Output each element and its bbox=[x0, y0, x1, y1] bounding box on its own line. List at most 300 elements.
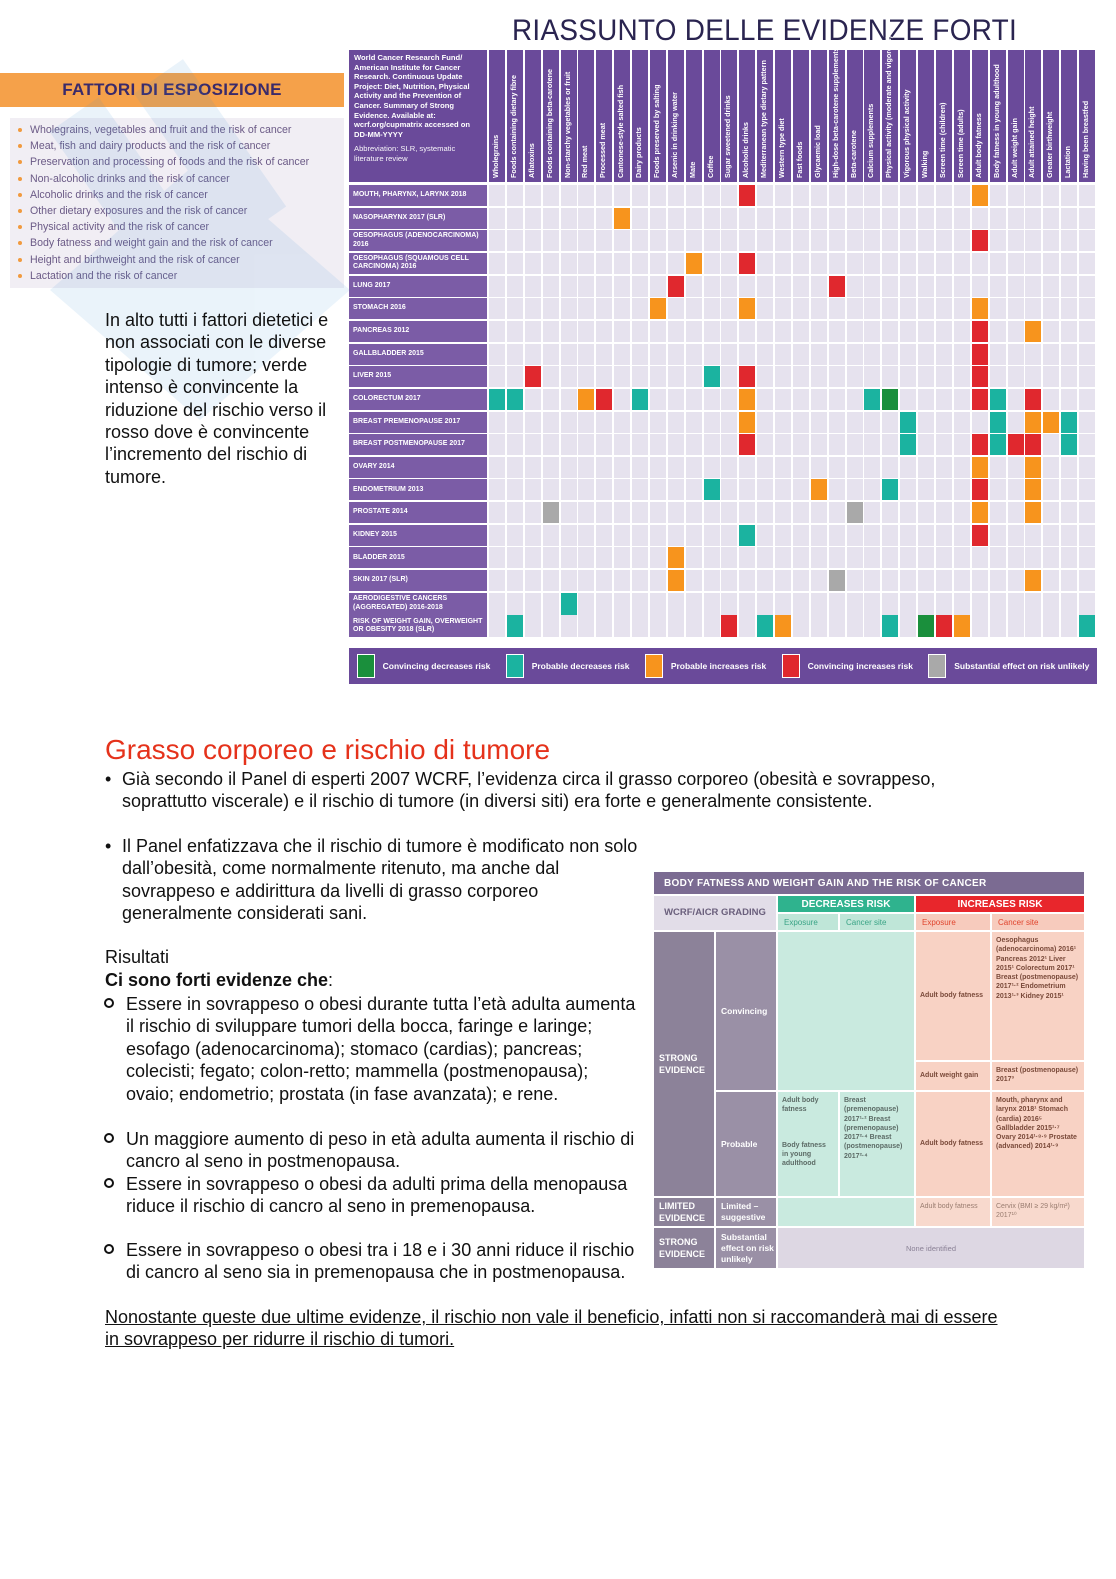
matrix-empty-cell bbox=[811, 230, 827, 251]
matrix-column-label: Alcoholic drinks bbox=[741, 122, 751, 178]
section-title: Grasso corporeo e rischio di tumore bbox=[105, 734, 551, 765]
matrix-empty-cell bbox=[507, 208, 523, 229]
matrix-evidence-cell bbox=[1061, 412, 1077, 433]
matrix-empty-cell bbox=[1079, 366, 1095, 387]
matrix-empty-cell bbox=[632, 593, 648, 615]
matrix-empty-cell bbox=[686, 547, 702, 568]
matrix-row-label: OVARY 2014 bbox=[349, 457, 487, 478]
matrix-empty-cell bbox=[1079, 434, 1095, 455]
matrix-empty-cell bbox=[650, 253, 666, 274]
matrix-empty-cell bbox=[793, 208, 809, 229]
matrix-empty-cell bbox=[739, 208, 755, 229]
matrix-empty-cell bbox=[525, 593, 541, 615]
matrix-empty-cell bbox=[632, 344, 648, 365]
matrix-empty-cell bbox=[1043, 253, 1059, 274]
matrix-empty-cell bbox=[793, 502, 809, 523]
limited-suggestive-label: Limited – suggestive bbox=[716, 1198, 776, 1226]
matrix-empty-cell bbox=[1043, 389, 1059, 410]
matrix-empty-cell bbox=[543, 434, 559, 455]
matrix-empty-cell bbox=[704, 570, 720, 591]
evidence-item bbox=[126, 1239, 636, 1284]
matrix-empty-cell bbox=[1079, 230, 1095, 251]
matrix-empty-cell bbox=[632, 230, 648, 251]
matrix-column-label: Arsenic in drinking water bbox=[669, 92, 679, 178]
matrix-empty-cell bbox=[489, 298, 505, 319]
matrix-column-header bbox=[793, 50, 809, 182]
matrix-evidence-cell bbox=[829, 276, 845, 297]
matrix-empty-cell bbox=[578, 502, 594, 523]
matrix-evidence-cell bbox=[739, 366, 755, 387]
matrix-empty-cell bbox=[650, 615, 666, 637]
matrix-empty-cell bbox=[1008, 344, 1024, 365]
matrix-column-label: High-dose beta-carotene supplements bbox=[830, 47, 840, 178]
evidence-matrix bbox=[349, 35, 1097, 684]
matrix-empty-cell bbox=[829, 615, 845, 637]
matrix-empty-cell bbox=[936, 185, 952, 206]
evidence-text: Essere in sovrappeso o obesi da adulti prima della menopausa riduce il rischio di cancro al seno in premenopausa. bbox=[126, 1174, 628, 1217]
matrix-empty-cell bbox=[543, 412, 559, 433]
convincing-label: Convincing bbox=[716, 932, 776, 1090]
matrix-evidence-cell bbox=[757, 615, 773, 637]
matrix-empty-cell bbox=[882, 412, 898, 433]
dec-exposure-header: Exposure bbox=[778, 914, 838, 930]
matrix-empty-cell bbox=[775, 321, 791, 342]
matrix-empty-cell bbox=[882, 547, 898, 568]
matrix-empty-cell bbox=[507, 593, 523, 615]
matrix-empty-cell bbox=[1025, 208, 1041, 229]
matrix-empty-cell bbox=[721, 208, 737, 229]
matrix-column-header bbox=[757, 50, 773, 182]
matrix-empty-cell bbox=[596, 479, 612, 500]
matrix-empty-cell bbox=[1079, 412, 1095, 433]
matrix-legend bbox=[349, 648, 1097, 684]
matrix-empty-cell bbox=[561, 457, 577, 478]
matrix-empty-cell bbox=[1025, 547, 1041, 568]
matrix-empty-cell bbox=[614, 389, 630, 410]
matrix-empty-cell bbox=[525, 525, 541, 546]
matrix-empty-cell bbox=[811, 547, 827, 568]
matrix-empty-cell bbox=[632, 570, 648, 591]
matrix-evidence-cell bbox=[668, 570, 684, 591]
factor-item: Meat, fish and dairy products and the risk of cancer bbox=[10, 138, 344, 154]
matrix-empty-cell bbox=[668, 389, 684, 410]
matrix-empty-cell bbox=[1061, 185, 1077, 206]
matrix-empty-cell bbox=[1008, 389, 1024, 410]
matrix-empty-cell bbox=[757, 366, 773, 387]
evidence-text: Essere in sovrappeso o obesi tra i 18 e i 30 anni riduce il rischio di cancro al seno sia in premenopausa che in postmenopausa. bbox=[126, 1240, 635, 1283]
matrix-empty-cell bbox=[507, 570, 523, 591]
matrix-empty-cell bbox=[847, 389, 863, 410]
matrix-empty-cell bbox=[704, 253, 720, 274]
matrix-empty-cell bbox=[614, 502, 630, 523]
matrix-empty-cell bbox=[596, 321, 612, 342]
matrix-empty-cell bbox=[757, 479, 773, 500]
factor-item: Alcoholic drinks and the risk of cancer bbox=[10, 187, 344, 203]
matrix-empty-cell bbox=[972, 253, 988, 274]
matrix-empty-cell bbox=[936, 298, 952, 319]
circle-bullet-icon bbox=[104, 1244, 114, 1254]
matrix-empty-cell bbox=[900, 276, 916, 297]
legend-swatch bbox=[357, 654, 375, 678]
matrix-evidence-cell bbox=[972, 298, 988, 319]
matrix-empty-cell bbox=[882, 321, 898, 342]
matrix-empty-cell bbox=[1079, 502, 1095, 523]
matrix-empty-cell bbox=[525, 230, 541, 251]
matrix-empty-cell bbox=[668, 615, 684, 637]
matrix-empty-cell bbox=[1008, 276, 1024, 297]
matrix-empty-cell bbox=[972, 276, 988, 297]
matrix-empty-cell bbox=[721, 253, 737, 274]
matrix-empty-cell bbox=[489, 412, 505, 433]
matrix-empty-cell bbox=[1043, 570, 1059, 591]
matrix-empty-cell bbox=[757, 344, 773, 365]
matrix-empty-cell bbox=[578, 434, 594, 455]
matrix-empty-cell bbox=[936, 389, 952, 410]
matrix-empty-cell bbox=[489, 276, 505, 297]
factor-item: Physical activity and the risk of cancer bbox=[10, 219, 344, 235]
matrix-source-text: World Cancer Research Fund/ American Institute for Cancer Research. Continuous Update Project: Diet, Nutrition, Physical Activity and the Prevention of Cancer. Summary of Strong Evidence. Available at: wcrf.org/cupmatrix accessed on DD-MM-YYYY bbox=[354, 53, 471, 139]
matrix-column-header bbox=[936, 50, 952, 182]
matrix-empty-cell bbox=[614, 547, 630, 568]
matrix-empty-cell bbox=[811, 321, 827, 342]
matrix-column-label: Processed meat bbox=[598, 122, 608, 178]
matrix-empty-cell bbox=[793, 344, 809, 365]
prob-inc-sites: Mouth, pharynx and larynx 2018¹ Stomach (cardia) 2016⁵ Gallbladder 2015¹·⁷ Ovary 2014¹·⁸·⁹ Prostate (advanced) 2014¹·⁹ bbox=[992, 1092, 1084, 1196]
matrix-empty-cell bbox=[864, 525, 880, 546]
matrix-empty-cell bbox=[1043, 593, 1059, 615]
matrix-empty-cell bbox=[507, 230, 523, 251]
matrix-empty-cell bbox=[936, 434, 952, 455]
matrix-evidence-cell bbox=[900, 434, 916, 455]
matrix-empty-cell bbox=[954, 479, 970, 500]
matrix-empty-cell bbox=[543, 344, 559, 365]
matrix-column-header bbox=[632, 50, 648, 182]
matrix-empty-cell bbox=[1008, 570, 1024, 591]
matrix-row-label: LUNG 2017 bbox=[349, 276, 487, 297]
matrix-empty-cell bbox=[882, 593, 898, 615]
matrix-empty-cell bbox=[829, 344, 845, 365]
matrix-evidence-cell bbox=[739, 298, 755, 319]
matrix-empty-cell bbox=[704, 185, 720, 206]
matrix-empty-cell bbox=[918, 412, 934, 433]
matrix-empty-cell bbox=[561, 502, 577, 523]
matrix-evidence-cell bbox=[1025, 434, 1041, 455]
matrix-column-label: Foods containing dietary fibre bbox=[508, 74, 518, 178]
matrix-empty-cell bbox=[596, 344, 612, 365]
matrix-row-label: PROSTATE 2014 bbox=[349, 502, 487, 523]
matrix-empty-cell bbox=[864, 208, 880, 229]
matrix-evidence-cell bbox=[578, 389, 594, 410]
matrix-row-label: COLORECTUM 2017 bbox=[349, 389, 487, 410]
matrix-evidence-cell bbox=[900, 412, 916, 433]
matrix-empty-cell bbox=[775, 230, 791, 251]
matrix-empty-cell bbox=[721, 321, 737, 342]
matrix-column-label: Adult body fatness bbox=[973, 113, 983, 178]
matrix-empty-cell bbox=[686, 230, 702, 251]
matrix-empty-cell bbox=[650, 547, 666, 568]
matrix-column-header bbox=[1008, 50, 1024, 182]
matrix-empty-cell bbox=[578, 525, 594, 546]
matrix-empty-cell bbox=[704, 276, 720, 297]
matrix-empty-cell bbox=[578, 593, 594, 615]
matrix-empty-cell bbox=[864, 344, 880, 365]
bf-grading-header: WCRF/AICR GRADING bbox=[654, 896, 776, 930]
matrix-column-label: Vigorous physical activity bbox=[902, 89, 912, 178]
prob-dec-exposure bbox=[778, 1092, 838, 1196]
legend-item bbox=[357, 654, 491, 678]
matrix-column-header bbox=[775, 50, 791, 182]
bullet-text: Il Panel enfatizzava che il rischio di tumore è modificato non solo dall’obesità, come normalmente ritenuto, ma anche dal sovrappeso e addirittura da livelli di grasso corporeo generalmente considerati sani. bbox=[122, 836, 638, 924]
matrix-empty-cell bbox=[847, 253, 863, 274]
matrix-evidence-cell bbox=[1043, 412, 1059, 433]
matrix-empty-cell bbox=[489, 185, 505, 206]
matrix-evidence-cell bbox=[954, 615, 970, 637]
matrix-empty-cell bbox=[596, 298, 612, 319]
matrix-empty-cell bbox=[668, 412, 684, 433]
matrix-empty-cell bbox=[543, 547, 559, 568]
matrix-empty-cell bbox=[972, 208, 988, 229]
matrix-empty-cell bbox=[900, 208, 916, 229]
matrix-empty-cell bbox=[900, 253, 916, 274]
matrix-empty-cell bbox=[525, 615, 541, 637]
matrix-empty-cell bbox=[650, 525, 666, 546]
matrix-row-label: NASOPHARYNX 2017 (SLR) bbox=[349, 208, 487, 229]
bullet-dot: • bbox=[105, 769, 112, 789]
matrix-empty-cell bbox=[990, 185, 1006, 206]
matrix-empty-cell bbox=[525, 208, 541, 229]
matrix-empty-cell bbox=[578, 208, 594, 229]
matrix-empty-cell bbox=[668, 502, 684, 523]
matrix-column-header bbox=[543, 50, 559, 182]
matrix-empty-cell bbox=[918, 525, 934, 546]
matrix-empty-cell bbox=[650, 208, 666, 229]
matrix-empty-cell bbox=[704, 457, 720, 478]
matrix-evidence-cell bbox=[614, 208, 630, 229]
legend-item bbox=[506, 654, 630, 678]
evidence-item bbox=[126, 1128, 636, 1173]
matrix-empty-cell bbox=[936, 525, 952, 546]
matrix-empty-cell bbox=[596, 547, 612, 568]
matrix-empty-cell bbox=[739, 547, 755, 568]
conv-inc-exposure-1: Adult body fatness bbox=[916, 932, 990, 1060]
limited-inc-sites: Cervix (BMI ≥ 29 kg/m²) 2017¹⁰ bbox=[992, 1198, 1084, 1226]
matrix-empty-cell bbox=[882, 570, 898, 591]
matrix-empty-cell bbox=[650, 479, 666, 500]
matrix-empty-cell bbox=[578, 570, 594, 591]
matrix-empty-cell bbox=[847, 276, 863, 297]
conv-inc-exposure-2: Adult weight gain bbox=[916, 1062, 990, 1090]
matrix-empty-cell bbox=[721, 366, 737, 387]
matrix-empty-cell bbox=[543, 208, 559, 229]
matrix-empty-cell bbox=[704, 434, 720, 455]
matrix-empty-cell bbox=[686, 479, 702, 500]
matrix-evidence-cell bbox=[811, 479, 827, 500]
matrix-empty-cell bbox=[1008, 321, 1024, 342]
matrix-empty-cell bbox=[936, 366, 952, 387]
matrix-column-header bbox=[668, 50, 684, 182]
matrix-column-label: Screen time (adults) bbox=[955, 109, 965, 178]
matrix-empty-cell bbox=[686, 298, 702, 319]
matrix-empty-cell bbox=[596, 593, 612, 615]
matrix-evidence-cell bbox=[704, 366, 720, 387]
matrix-empty-cell bbox=[829, 525, 845, 546]
matrix-empty-cell bbox=[704, 298, 720, 319]
matrix-empty-cell bbox=[829, 208, 845, 229]
matrix-empty-cell bbox=[847, 208, 863, 229]
matrix-empty-cell bbox=[918, 593, 934, 615]
matrix-empty-cell bbox=[489, 615, 505, 637]
matrix-column-header bbox=[1061, 50, 1077, 182]
matrix-empty-cell bbox=[936, 547, 952, 568]
matrix-column-label: Calcium supplements bbox=[866, 103, 876, 178]
matrix-empty-cell bbox=[596, 366, 612, 387]
matrix-empty-cell bbox=[561, 276, 577, 297]
matrix-empty-cell bbox=[793, 366, 809, 387]
bullet-text: Già secondo il Panel di esperti 2007 WCRF, l’evidenza circa il grasso corporeo (obesità e sovrappeso, soprattutto viscerale) e il rischio di tumore (in diversi siti) era forte e generalmente consistente. bbox=[122, 769, 936, 812]
matrix-empty-cell bbox=[793, 412, 809, 433]
legend-item bbox=[928, 654, 1089, 678]
matrix-empty-cell bbox=[507, 344, 523, 365]
matrix-empty-cell bbox=[990, 525, 1006, 546]
matrix-empty-cell bbox=[918, 344, 934, 365]
matrix-empty-cell bbox=[721, 457, 737, 478]
matrix-source-info bbox=[349, 50, 487, 182]
matrix-empty-cell bbox=[829, 457, 845, 478]
matrix-empty-cell bbox=[954, 321, 970, 342]
matrix-empty-cell bbox=[721, 570, 737, 591]
matrix-empty-cell bbox=[614, 321, 630, 342]
matrix-empty-cell bbox=[668, 457, 684, 478]
matrix-empty-cell bbox=[614, 479, 630, 500]
matrix-empty-cell bbox=[668, 208, 684, 229]
matrix-empty-cell bbox=[507, 525, 523, 546]
matrix-empty-cell bbox=[1079, 208, 1095, 229]
matrix-empty-cell bbox=[918, 502, 934, 523]
matrix-empty-cell bbox=[775, 208, 791, 229]
prob-dec-exposure-2: Body fatness in young adulthood bbox=[782, 1141, 826, 1168]
matrix-empty-cell bbox=[775, 502, 791, 523]
matrix-empty-cell bbox=[650, 570, 666, 591]
factor-item: Non-alcoholic drinks and the risk of cancer bbox=[10, 171, 344, 187]
matrix-evidence-cell bbox=[1025, 389, 1041, 410]
matrix-empty-cell bbox=[900, 389, 916, 410]
matrix-empty-cell bbox=[954, 593, 970, 615]
matrix-evidence-cell bbox=[543, 502, 559, 523]
matrix-empty-cell bbox=[793, 276, 809, 297]
matrix-empty-cell bbox=[811, 253, 827, 274]
matrix-empty-cell bbox=[561, 479, 577, 500]
matrix-empty-cell bbox=[525, 479, 541, 500]
matrix-empty-cell bbox=[864, 412, 880, 433]
matrix-empty-cell bbox=[543, 479, 559, 500]
matrix-empty-cell bbox=[614, 366, 630, 387]
matrix-column-label: Beta-carotene bbox=[848, 130, 858, 178]
matrix-column-label: Western type diet bbox=[777, 118, 787, 178]
legend-label: Probable increases risk bbox=[670, 661, 767, 671]
factors-header: FATTORI DI ESPOSIZIONE bbox=[0, 73, 344, 107]
matrix-empty-cell bbox=[614, 344, 630, 365]
matrix-column-label: Cantonese-style salted fish bbox=[616, 84, 626, 178]
matrix-empty-cell bbox=[632, 502, 648, 523]
matrix-empty-cell bbox=[543, 615, 559, 637]
matrix-empty-cell bbox=[632, 412, 648, 433]
matrix-column-label: Red meat bbox=[580, 145, 590, 178]
matrix-empty-cell bbox=[954, 298, 970, 319]
matrix-empty-cell bbox=[561, 321, 577, 342]
matrix-empty-cell bbox=[757, 298, 773, 319]
matrix-empty-cell bbox=[847, 547, 863, 568]
matrix-empty-cell bbox=[918, 479, 934, 500]
matrix-empty-cell bbox=[1025, 366, 1041, 387]
matrix-empty-cell bbox=[1061, 321, 1077, 342]
matrix-empty-cell bbox=[632, 615, 648, 637]
matrix-column-label: Body fatness in young adulthood bbox=[991, 64, 1001, 178]
matrix-empty-cell bbox=[990, 547, 1006, 568]
matrix-empty-cell bbox=[972, 570, 988, 591]
matrix-evidence-cell bbox=[775, 615, 791, 637]
matrix-empty-cell bbox=[704, 615, 720, 637]
matrix-column-label: Screen time (children) bbox=[938, 102, 947, 178]
matrix-column-header bbox=[507, 50, 523, 182]
matrix-empty-cell bbox=[650, 321, 666, 342]
matrix-empty-cell bbox=[686, 208, 702, 229]
matrix-evidence-cell bbox=[1061, 434, 1077, 455]
matrix-empty-cell bbox=[1079, 276, 1095, 297]
matrix-empty-cell bbox=[1008, 298, 1024, 319]
legend-label: Probable decreases risk bbox=[531, 661, 630, 671]
matrix-empty-cell bbox=[1008, 230, 1024, 251]
matrix-empty-cell bbox=[578, 366, 594, 387]
matrix-empty-cell bbox=[793, 457, 809, 478]
matrix-empty-cell bbox=[918, 253, 934, 274]
matrix-evidence-cell bbox=[972, 479, 988, 500]
factor-item: Lactation and the risk of cancer bbox=[10, 268, 344, 284]
matrix-evidence-cell bbox=[721, 615, 737, 637]
matrix-empty-cell bbox=[704, 593, 720, 615]
matrix-empty-cell bbox=[686, 615, 702, 637]
matrix-empty-cell bbox=[990, 298, 1006, 319]
matrix-empty-cell bbox=[775, 253, 791, 274]
matrix-empty-cell bbox=[775, 344, 791, 365]
matrix-empty-cell bbox=[847, 434, 863, 455]
matrix-column-label: Physical activity (moderate and vigorous) bbox=[884, 35, 894, 178]
matrix-column-label: Mediterranean type dietary pattern bbox=[759, 60, 769, 178]
matrix-empty-cell bbox=[686, 276, 702, 297]
matrix-empty-cell bbox=[829, 389, 845, 410]
matrix-empty-cell bbox=[864, 185, 880, 206]
matrix-row-label: OESOPHAGUS (ADENOCARCINOMA) 2016 bbox=[349, 230, 487, 251]
matrix-empty-cell bbox=[864, 230, 880, 251]
matrix-empty-cell bbox=[721, 230, 737, 251]
matrix-empty-cell bbox=[739, 230, 755, 251]
matrix-evidence-cell bbox=[739, 185, 755, 206]
matrix-evidence-cell bbox=[1079, 615, 1095, 637]
matrix-empty-cell bbox=[561, 185, 577, 206]
circle-bullet-icon bbox=[104, 1178, 114, 1188]
matrix-empty-cell bbox=[900, 547, 916, 568]
matrix-column-header bbox=[704, 50, 720, 182]
matrix-empty-cell bbox=[578, 276, 594, 297]
matrix-column-header bbox=[578, 50, 594, 182]
matrix-empty-cell bbox=[1061, 457, 1077, 478]
matrix-empty-cell bbox=[757, 412, 773, 433]
matrix-evidence-cell bbox=[704, 479, 720, 500]
limited-inc-exposure: Adult body fatness bbox=[916, 1198, 990, 1226]
matrix-empty-cell bbox=[596, 457, 612, 478]
results-label: Risultati bbox=[105, 947, 170, 967]
matrix-column-label: Sugar sweetened drinks bbox=[723, 95, 733, 178]
matrix-evidence-cell bbox=[972, 502, 988, 523]
